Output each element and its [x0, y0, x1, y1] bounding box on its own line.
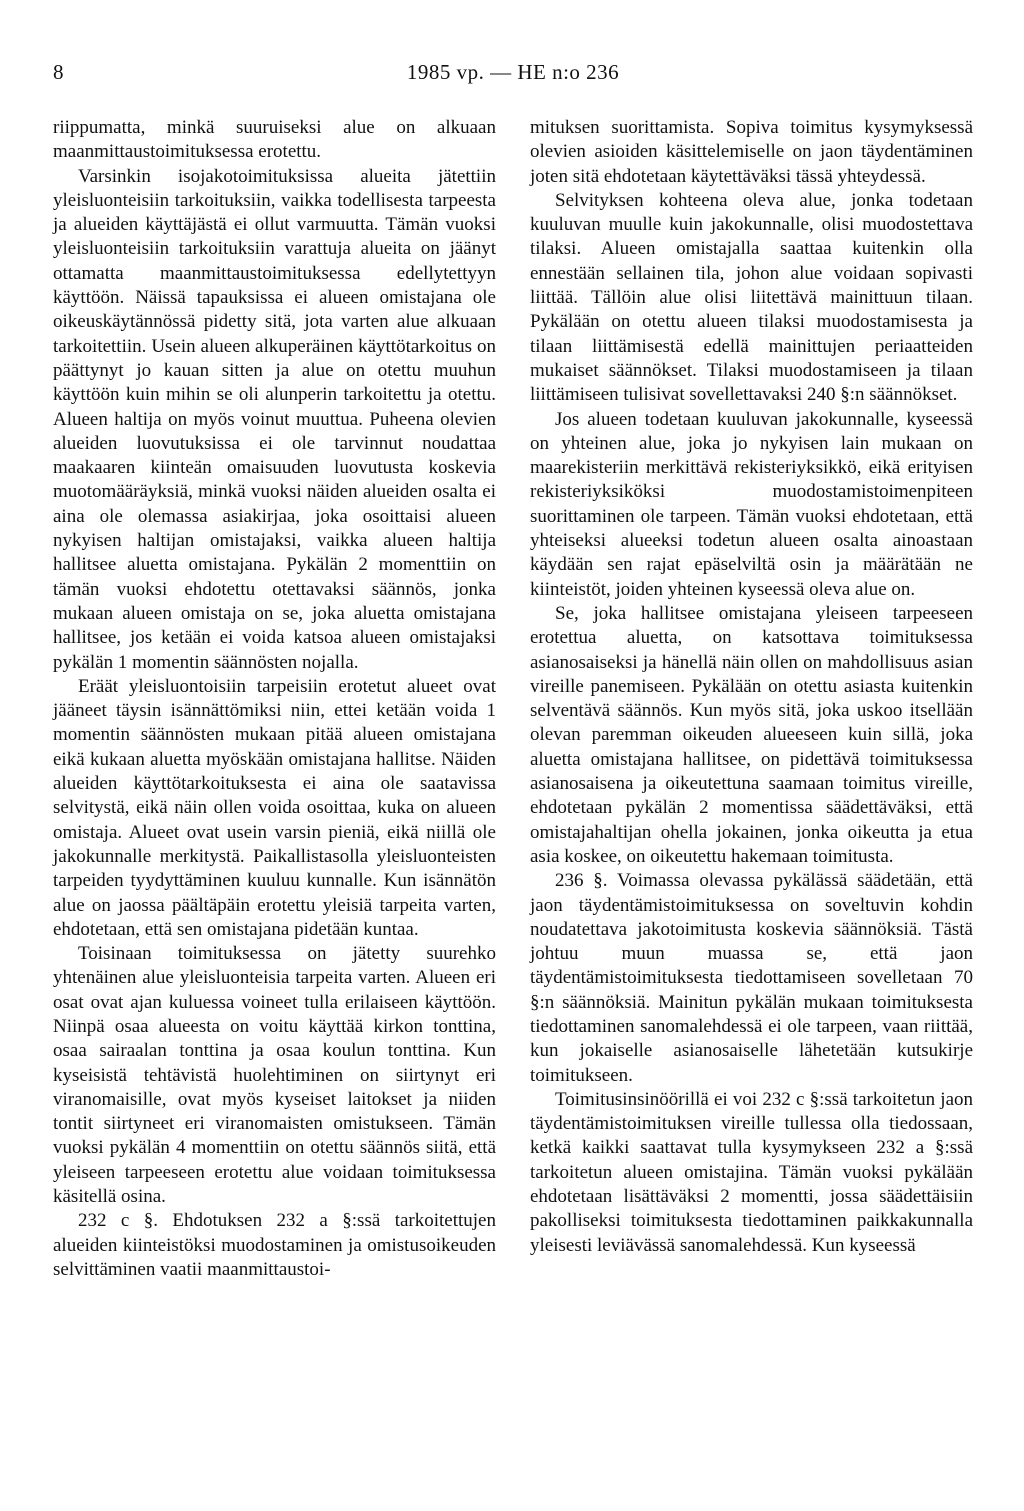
paragraph: Se, joka hallitsee omistajana yleiseen tarpeeseen erotettua aluetta, on katsottava toimituksessa asianosaiseksi ja hänellä näin ollen on mahdollisuus asian vireille panemiseen. Pykälään on otettu asiasta kuitenkin selventävä säännös. Kun myös sitä, joka uskoo itsellään olevan paremman oikeuden alueeseen kuin sillä, joka aluetta omistajana hallitsee, on pidettävä toimituksessa asianosaisena ja oikeutettuna saamaan toimitus vireille, ehdotetaan pykälän 2 momentissa säädettäväksi, että omistajahaltijan ohella jokainen, jonka oikeutta ja etua asia koskee, on oikeutettu hakemaan toimitusta. [530, 602, 973, 867]
running-head: 1985 vp. — HE n:o 236 [406, 60, 620, 84]
paragraph: Eräät yleisluontoisiin tarpeisiin erotetut alueet ovat jääneet täysin isännättömiksi niin, ettei ketään voida 1 momentin säännösten mukaan pitää alueen omistajana eikä kukaan aluetta myöskään omistajana hallitse. Näiden alueiden käyttötarkoituksesta ei aina ole saatavissa selvitystä, eikä näin ollen voida osoittaa, kuka on alueen omistaja. Alueet ovat usein varsin pieniä, eikä niillä ole jakokunnalle merkitystä. Paikallistasolla yleisluonteisten tarpeiden tyydyttäminen kuuluu kunnalle. Kun isännätön alue on jaossa päältäpäin erotettu yleisiä tarpeita varten, ehdotetaan, että sen omistajana pidetään kuntaa. [53, 675, 496, 940]
paragraph: 232 c §. Ehdotuksen 232 a §:ssä tarkoitettujen alueiden kiinteistöksi muodostaminen ja omistusoikeuden selvittäminen vaatii maanmittaustoi- [53, 1210, 496, 1280]
paragraph: Toimitusinsinöörillä ei voi 232 c §:ssä tarkoitetun jaon täydentämistoimituksen vireille tullessa olla tiedossaan, ketkä kaikki saattavat tulla kysymykseen 232 a §:ssä tarkoitetun alueen omistajina. Tämän vuoksi pykälään ehdotetaan lisättäväksi 2 momentti, jossa säädettäisiin pakolliseksi toimituksesta tiedottaminen paikkakunnalla yleisesti leviävässä sanomalehdessä. Kun kyseessä [530, 1088, 973, 1256]
page-number: 8 [53, 60, 64, 84]
paragraph: 236 §. Voimassa olevassa pykälässä säädetään, että jaon täydentämistoimituksessa on soveltuvin kohdin noudatettava jakotoimitusta koskevia säännöksiä. Tästä johtuu muun muassa se, että jaon täydentämistoimituksesta tiedottamiseen sovelletaan 70 §:n säännöksiä. Mainitun pykälän mukaan toimituksesta tiedottaminen sanomalehdessä ei ole tarpeen, vaan riittää, kun jokaiselle asianosaiselle lähetetään kutsukirje toimitukseen. [530, 870, 973, 1086]
left-column [53, 116, 496, 1282]
paragraph: riippumatta, minkä suuruiseksi alue on alkuaan maanmittaustoimituksessa erotettu. [53, 117, 496, 163]
paragraph: Toisinaan toimituksessa on jätetty suurehko yhtenäinen alue yleisluonteisia tarpeita varten. Alueen eri osat ovat ajan kuluessa voineet tulla erilaiseen käyttöön. Niinpä osaa alueesta on voitu käyttää kirkon tonttina, osaa sairaalan tonttina ja osaa koulun tonttina. Kun kyseisistä tehtävistä huolehtiminen on siirtynyt eri viranomaisille, ovat myös kyseiset laitokset ja niiden tontit siirtyneet eri viranomaisten omistukseen. Tämän vuoksi pykälän 4 momenttiin on otettu säännös siitä, että yleiseen tarpeeseen erotettu alue voidaan toimituksessa käsitellä osina. [53, 943, 496, 1208]
paragraph: mituksen suorittamista. Sopiva toimitus kysymyksessä olevien asioiden käsittelemiselle on jaon täydentäminen joten sitä ehdotetaan käytettäväksi tässä yhteydessä. [530, 117, 973, 187]
right-column [530, 116, 973, 1258]
paragraph: Selvityksen kohteena oleva alue, jonka todetaan kuuluvan muulle kuin jakokunnalle, olisi muodostettava tilaksi. Alueen omistajalla saattaa kuitenkin olla ennestään sellainen tila, johon alue voidaan sopivasti liittää. Tällöin alue olisi liitettävä mainittuun tilaan. Pykälään on otettu alueen tilaksi muodostamisesta ja tilaan liittämisestä edellä mainittujen periaatteiden mukaiset säännökset. Tilaksi muodostamiseen ja tilaan liittämiseen tulisivat sovellettavaksi 240 §:n säännökset. [530, 189, 973, 406]
page-header [53, 60, 973, 94]
paragraph: Jos alueen todetaan kuuluvan jakokunnalle, kyseessä on yhteinen alue, joka jo nykyisen lain mukaan on maarekisteriin merkittävä rekisteriyksikkö, eikä erityisen rekisteriyksiköksi muodostamistoimenpiteen suorittaminen ole tarpeen. Tämän vuoksi ehdotetaan, että yhteiseksi alueeksi todetun alueen osalta ainoastaan käydään sen rajat epäselviltä osin ja määrätään ne kiinteistöt, joiden yhteinen kyseessä oleva alue on. [530, 408, 973, 600]
paragraph: Varsinkin isojakotoimituksissa alueita jätettiin yleisluonteisiin tarkoituksiin, vaikka todellisesta tarpeesta ja alueiden käyttäjästä ei ollut varmuutta. Tämän vuoksi yleisluonteisiin tarkoituksiin varattuja alueita on jäänyt ottamatta maanmittaustoimituksessa edellytettyyn käyttöön. Näissä tapauksissa ei alueen omistajana ole oikeuskäytännössä pidetty sitä, jota varten alue alkuaan tarkoitettiin. Usein alueen alkuperäinen käyttötarkoitus on päättynyt jo kauan sitten ja alue on otettu muuhun käyttöön kuin mihin se oli alunperin tarkoitettu ja otettu. Alueen haltija on myös voinut muuttua. Puheena olevien alueiden luovutuksissa ei ole tarvinnut noudattaa maakaaren kiinteän omaisuuden luovutusta koskevia muotomääräyksiä, minkä vuoksi näiden alueiden osalta ei aina ole olemassa asiakirjaa, joka osoittaisi alueen nykyisen haltijan omistajaksi, vaikka alueen haltija hallitsee aluetta omistajana. Pykälän 2 momenttiin on tämän vuoksi ehdotettu otettavaksi säännös, jonka mukaan alueen omistaja on se, joka aluetta omistajana hallitsee, jos ketään ei voida katsoa alueen omistajaksi pykälän 1 momentin säännösten nojalla. [53, 165, 496, 673]
